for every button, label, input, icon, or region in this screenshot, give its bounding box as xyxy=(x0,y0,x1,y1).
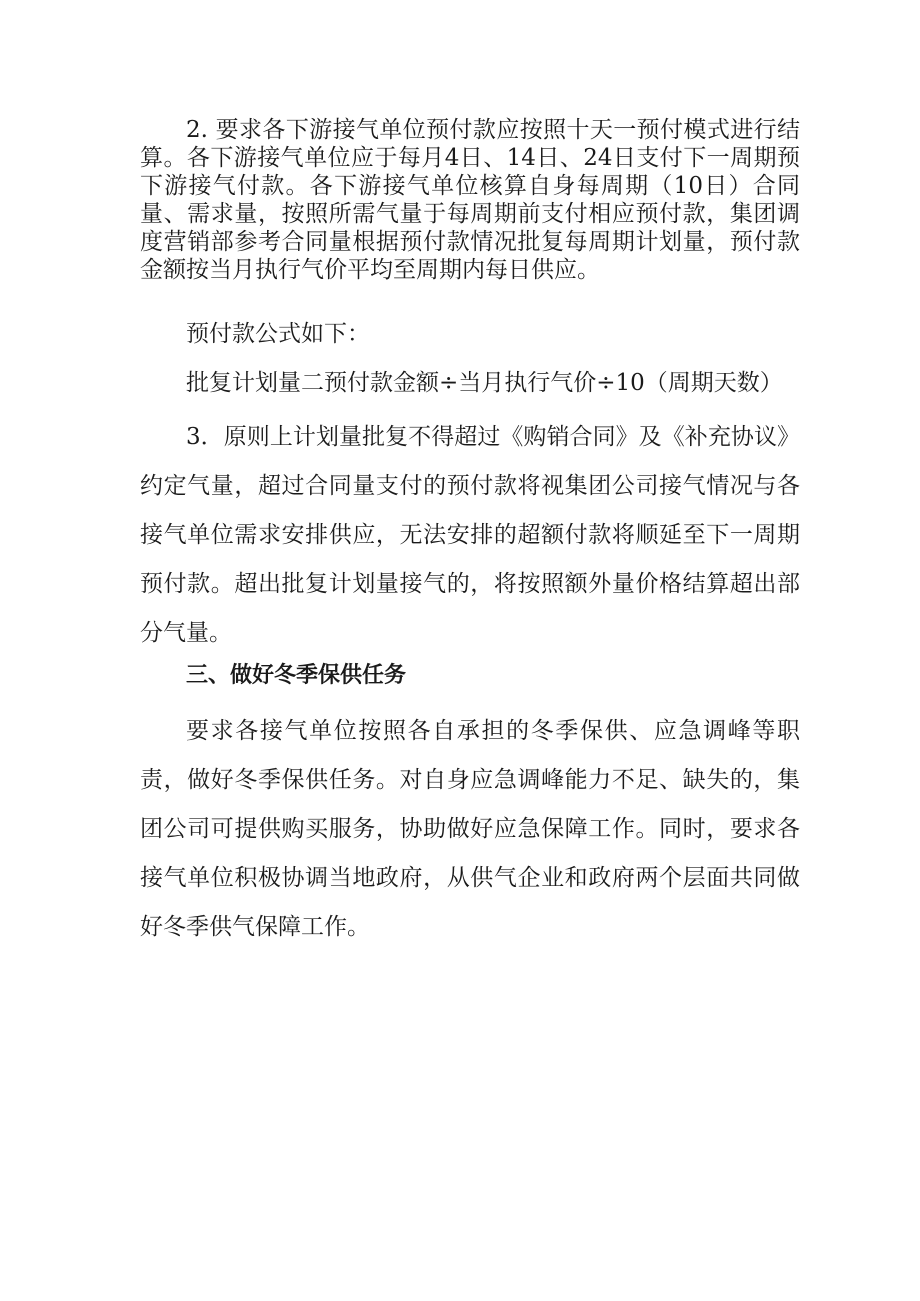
section-body-paragraph: 要求各接气单位按照各自承担的冬季保供、应急调峰等职责，做好冬季保供任务。对自身应急调峰能力不足、缺失的，集团公司可提供购买服务，协助做好应急保障工作。同时，要求各接气单位积极协调当地政府，从供气企业和政府两个层面共同做好冬季供气保障工作。 xyxy=(140,718,800,940)
formula-line: 批复计划量二预付款金额÷当月执行气价÷10（周期天数） xyxy=(186,370,783,396)
paragraph-item-3: 3．原则上计划量批复不得超过《购销合同》及《补充协议》约定气量，超过合同量支付的预付款将视集团公司接气情况与各接气单位需求安排供应，无法安排的超额付款将顺延至下一周期预付款。超出批复计划量接气的，将按照额外量价格结算超出部分气量。 xyxy=(140,424,800,646)
section-heading: 三、做好冬季保供任务 xyxy=(186,663,407,688)
formula-label: 预付款公式如下： xyxy=(186,321,370,347)
paragraph-item-2: 2. 要求各下游接气单位预付款应按照十天一预付模式进行结算。各下游接气单位应于每月4日、14日、24日支付下一周期预下游接气付款。各下游接气单位核算自身每周期（10日）合同量、需求量，按照所需气量于每周期前支付相应预付款，集团调度营销部参考合同量根据预付款情况批复每周期计划量，预付款金额按当月执行气价平均至周期内每日供应。 xyxy=(140,117,800,283)
